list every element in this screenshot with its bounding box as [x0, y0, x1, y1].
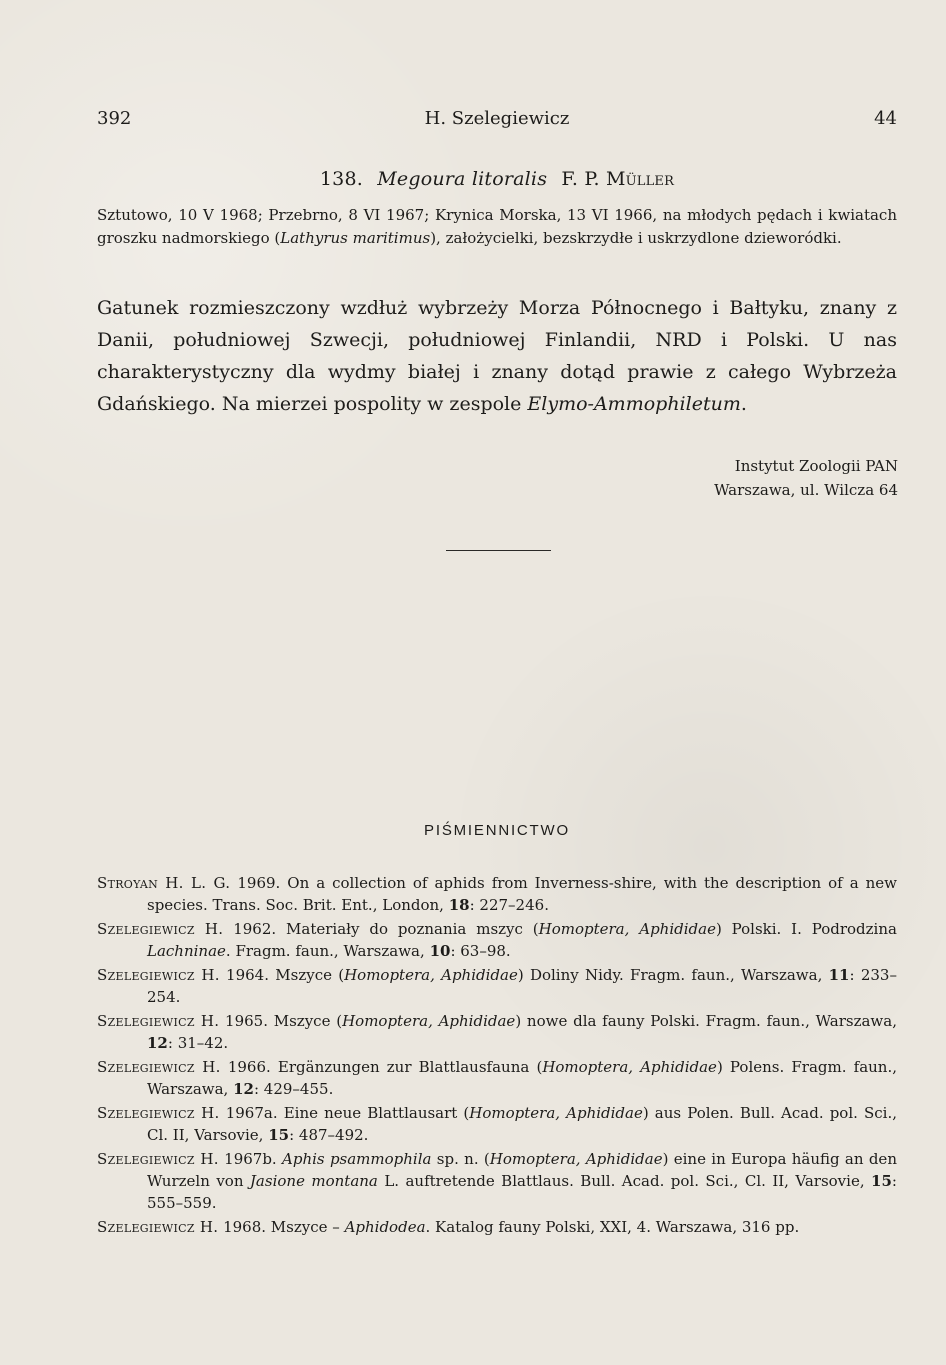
occurrence-host-plant: Lathyrus maritimus — [280, 229, 431, 247]
reference-author: Szelegiewicz H. — [97, 1012, 220, 1030]
reference-taxon: Homoptera, Aphididae — [542, 1058, 717, 1076]
affiliation-line-1: Instytut Zoologii PAN — [734, 457, 898, 475]
reference-year: 1967a. — [225, 1104, 278, 1122]
authority-initials: F. P. — [561, 168, 600, 190]
occurrence-paragraph — [97, 204, 897, 250]
author-affiliation — [640, 454, 898, 502]
reference-text: On a collection of aphids from Inverness-shire, with the description of a new species. Trans. Soc. Brit. Ent., London, — [147, 874, 897, 914]
reference-taxon: Homoptera, Aphididae — [342, 1012, 516, 1030]
distribution-association: Elymo-Ammophiletum — [527, 393, 741, 415]
distribution-text-a: Gatunek rozmieszczony wzdłuż wybrzeży Morza Północnego i Bałtyku, znany z Danii, południowej Szwecji, południowej Finlandii, NRD i Polski. U nas charakterystyczny dla wydmy białej i znany dotąd prawie z całego Wybrzeża Gdańskiego. Na mierzei pospolity w zespole — [97, 297, 897, 415]
distribution-text-b: . — [740, 393, 747, 415]
reference-item — [97, 918, 897, 962]
reference-text: L. auftretende Blattlaus. Bull. Acad. pol. Sci., Cl. II, Varsovie, — [384, 1172, 865, 1190]
reference-author: Szelegiewicz H. — [97, 1218, 219, 1236]
page-number: 392 — [97, 108, 132, 129]
reference-pages: : 31–42. — [167, 1034, 229, 1052]
species-authority — [561, 168, 674, 190]
volume-number: 44 — [874, 108, 897, 129]
reference-author: Szelegiewicz H. — [97, 966, 220, 984]
reference-text: ) Polens. Fragm. faun., Warszawa, — [147, 1058, 897, 1098]
reference-text: ) aus Polen. Bull. Acad. pol. Sci., Cl. II, Varsovie, — [147, 1104, 898, 1144]
running-head-author: H. Szelegiewicz — [424, 108, 570, 129]
reference-year: 1969. — [237, 874, 281, 892]
occurrence-text-b: ), założycielki, bezskrzydłe i uskrzydlone dzieworódki. — [430, 229, 842, 247]
reference-author: Szelegiewicz H. — [97, 1150, 219, 1168]
running-header — [97, 108, 897, 132]
reference-author: Szelegiewicz H. — [97, 1058, 221, 1076]
reference-pages: : 429–455. — [253, 1080, 334, 1098]
reference-text: Ergänzungen zur Blattlausfauna ( — [277, 1058, 543, 1076]
reference-volume: 12 — [233, 1080, 254, 1098]
reference-volume: 18 — [448, 896, 470, 914]
reference-volume: 15 — [871, 1172, 892, 1190]
reference-author: Stroyan H. L. G. — [97, 874, 231, 892]
reference-text: ) Doliny Nidy. Fragm. faun., Warszawa, — [517, 966, 823, 984]
reference-text: Eine neue Blattlausart ( — [283, 1104, 470, 1122]
reference-text: ) eine in Europa häufig an den Wurzeln von — [147, 1150, 897, 1190]
reference-text: Mszyce – — [270, 1218, 340, 1236]
reference-taxon: Aphis psammophila — [282, 1150, 432, 1168]
reference-pages: : 63–98. — [450, 942, 511, 960]
reference-taxon: Homoptera, Aphididae — [469, 1104, 643, 1122]
reference-item — [97, 1148, 897, 1214]
reference-text: . Fragm. faun., Warszawa, — [225, 942, 425, 960]
reference-taxon: Aphidodea — [344, 1218, 426, 1236]
reference-pages: : 555–559. — [147, 1172, 897, 1212]
reference-pages: : 233–254. — [147, 966, 897, 1006]
reference-list — [97, 872, 897, 1240]
reference-text: Materiały do poznania mszyc ( — [286, 920, 539, 938]
reference-item — [97, 1216, 897, 1238]
reference-text: sp. n. ( — [436, 1150, 490, 1168]
reference-text: . Katalog fauny Polski, XXI, 4. Warszawa, 316 pp. — [425, 1218, 800, 1236]
section-divider — [446, 550, 551, 551]
reference-volume: 11 — [828, 966, 850, 984]
reference-volume: 12 — [147, 1034, 168, 1052]
occurrence-text-a: Sztutowo, 10 V 1968; Przebrno, 8 VI 1967; Krynica Morska, 13 VI 1966, na młodych pędach i kwiatach groszku nadmorskiego ( — [97, 206, 897, 247]
reference-taxon: Lachninae — [147, 942, 226, 960]
reference-taxon: Homoptera, Aphididae — [489, 1150, 663, 1168]
reference-taxon: Homoptera, Aphididae — [538, 920, 716, 938]
reference-year: 1962. — [233, 920, 277, 938]
reference-author: Szelegiewicz H. — [97, 1104, 220, 1122]
reference-text: Mszyce ( — [275, 966, 345, 984]
reference-year: 1968. — [223, 1218, 267, 1236]
reference-item — [97, 964, 897, 1008]
species-number: 138. — [319, 168, 363, 190]
reference-year: 1967b. — [224, 1150, 277, 1168]
affiliation-line-2: Warszawa, ul. Wilcza 64 — [714, 481, 898, 499]
reference-taxon: Jasione montana — [249, 1172, 378, 1190]
reference-item — [97, 872, 897, 916]
reference-item — [97, 1056, 897, 1100]
reference-year: 1966. — [227, 1058, 271, 1076]
reference-pages: : 487–492. — [289, 1126, 369, 1144]
reference-item — [97, 1010, 897, 1054]
authority-name: Müller — [605, 168, 675, 190]
reference-item — [97, 1102, 897, 1146]
reference-year: 1964. — [226, 966, 269, 984]
species-name: Megoura litoralis — [377, 168, 548, 190]
reference-text: ) nowe dla fauny Polski. Fragm. faun., Warszawa, — [515, 1012, 897, 1030]
distribution-paragraph — [97, 292, 897, 420]
reference-text: Mszyce ( — [273, 1012, 343, 1030]
reference-author: Szelegiewicz H. — [97, 920, 224, 938]
reference-text: ) Polski. I. Podrodzina — [715, 920, 897, 938]
species-heading — [97, 168, 897, 190]
reference-volume: 15 — [268, 1126, 290, 1144]
references-heading: PIŚMIENNICTWO — [424, 822, 570, 839]
reference-taxon: Homoptera, Aphididae — [344, 966, 518, 984]
reference-volume: 10 — [429, 942, 451, 960]
reference-year: 1965. — [225, 1012, 268, 1030]
reference-pages: : 227–246. — [469, 896, 549, 914]
